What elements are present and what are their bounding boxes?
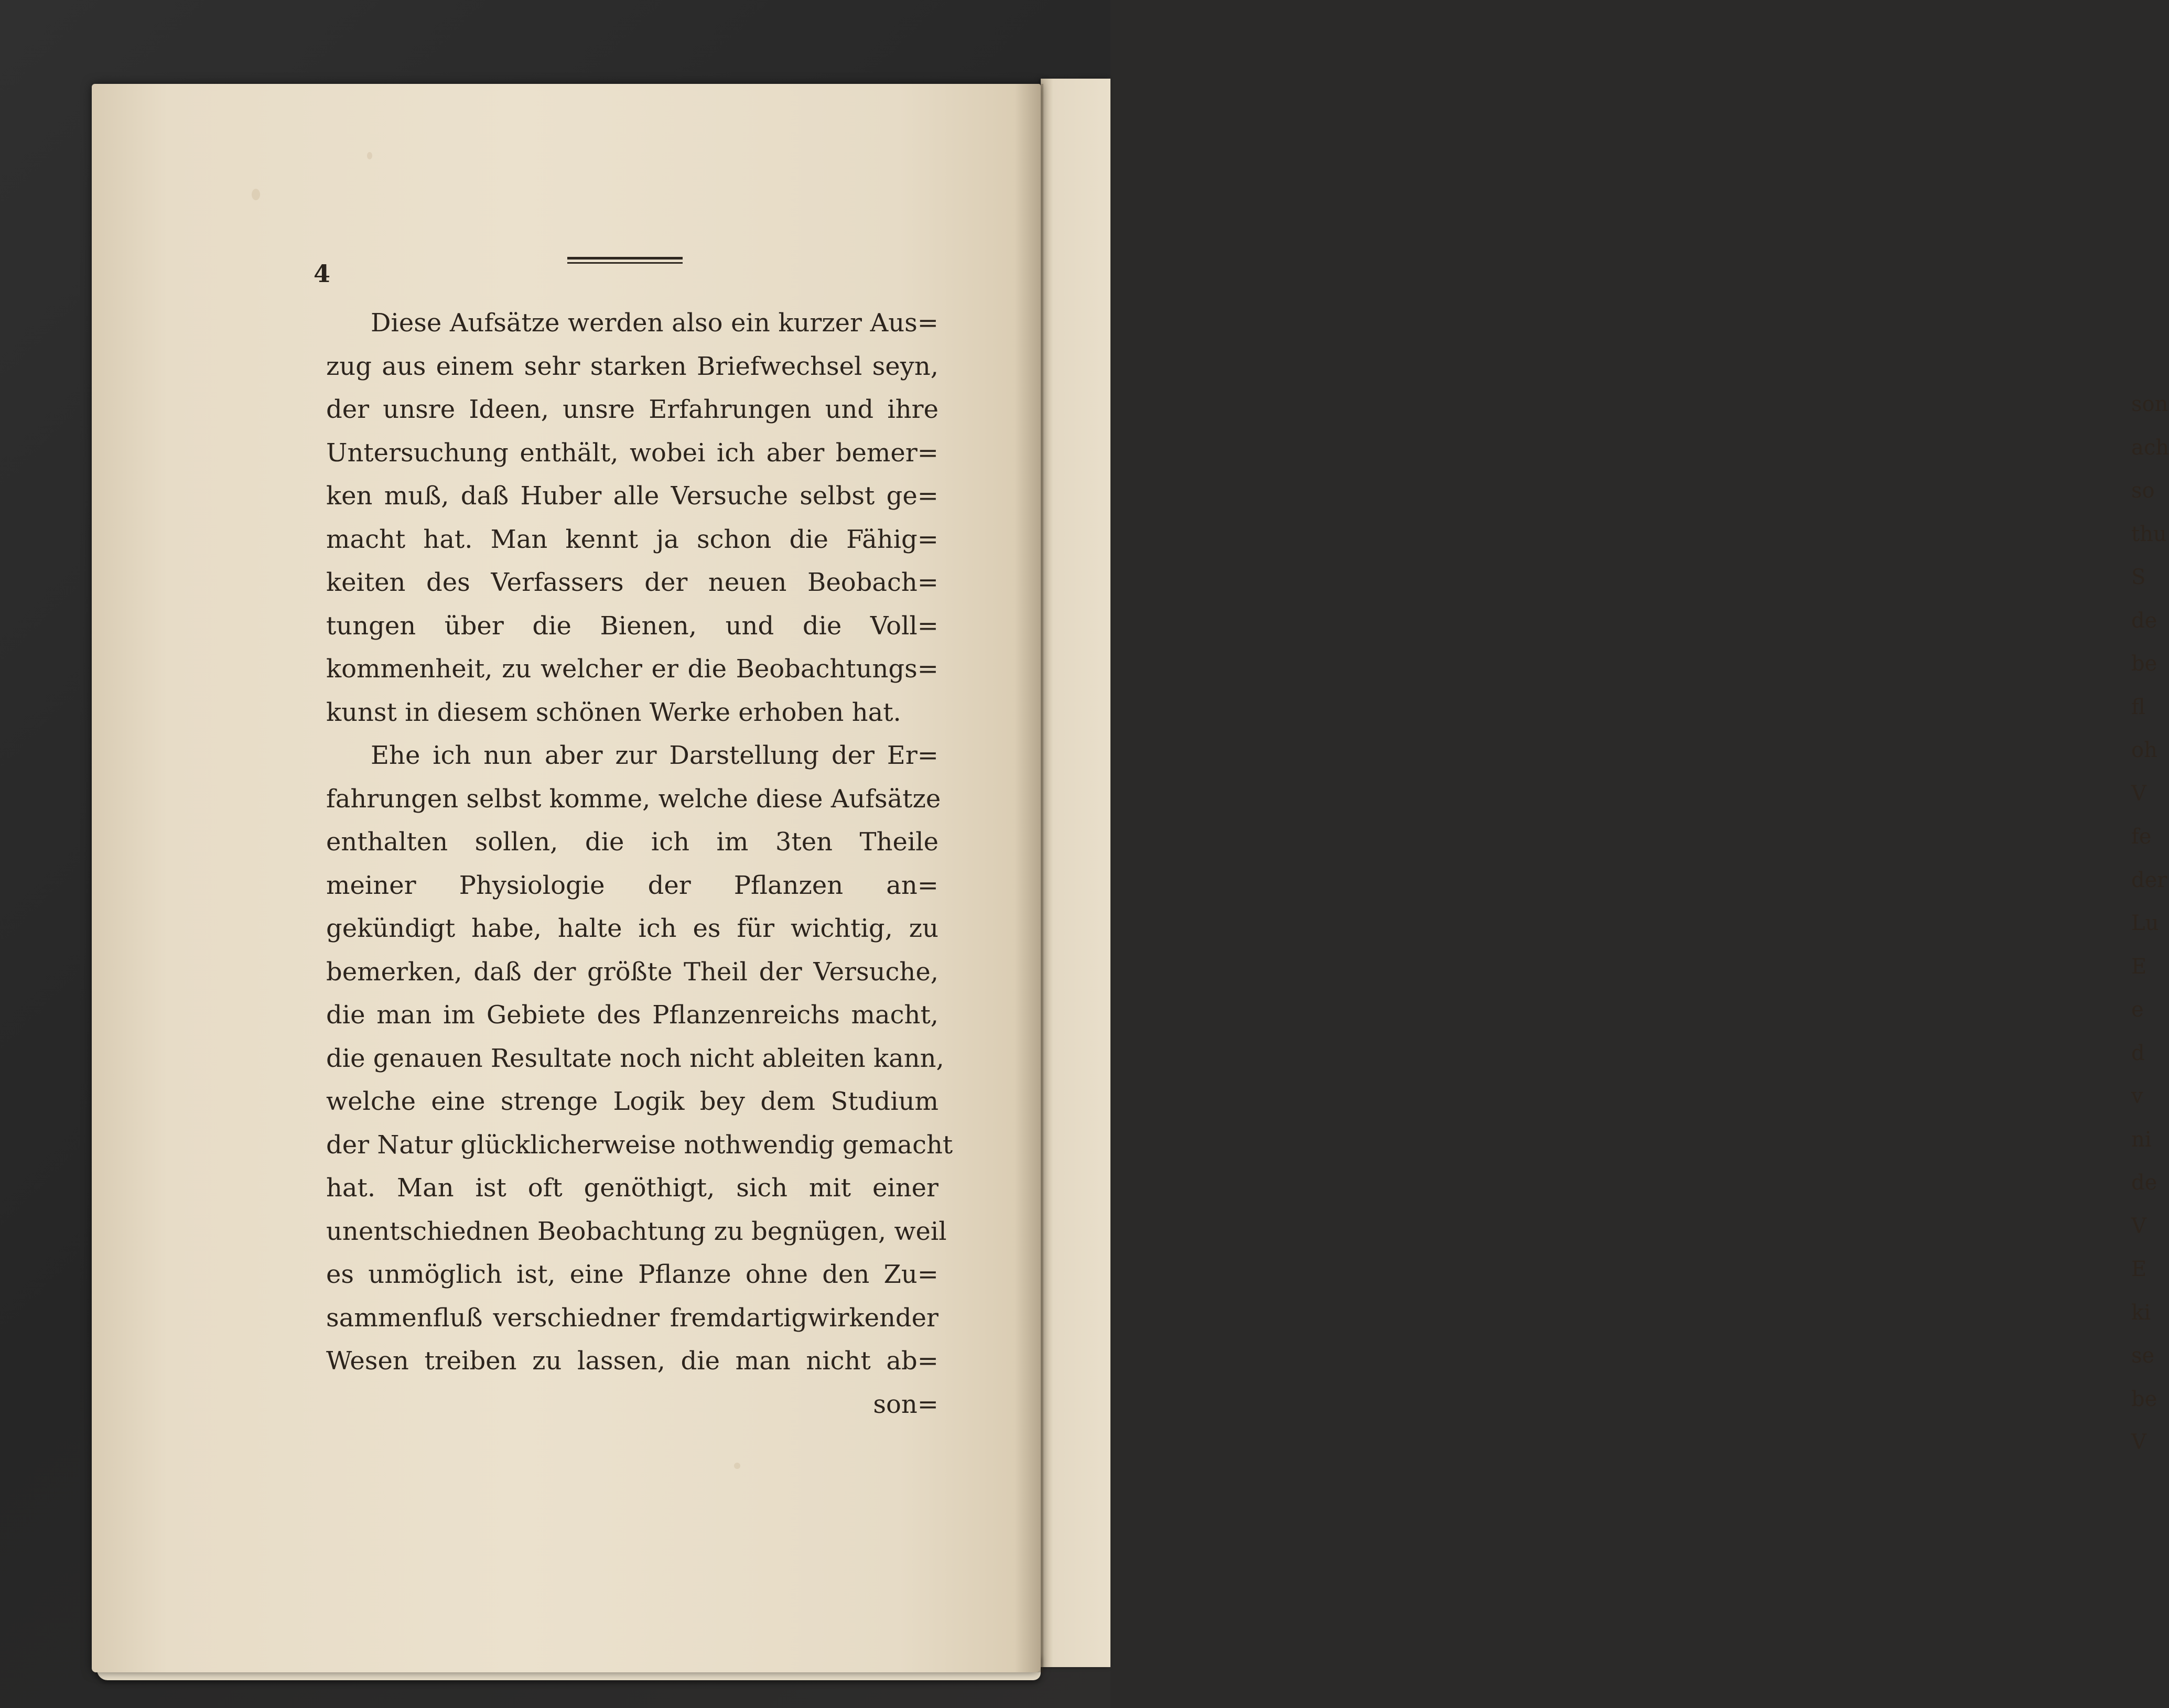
text-line: sammenfluß verschiedner fremdartigwirkender: [326, 1303, 938, 1333]
facing-page-fragment: ni: [2131, 1127, 2152, 1152]
text-line: unentschiednen Beobachtung zu begnügen, weil: [326, 1216, 947, 1246]
facing-page-fragment: v: [2131, 1084, 2143, 1108]
text-line: macht hat. Man kennt ja schon die Fähig=: [326, 524, 938, 554]
text-line: der unsre Ideen, unsre Erfahrungen und ihre: [326, 395, 938, 424]
facing-page-fragment: der: [2131, 868, 2167, 892]
text-line: keiten des Verfassers der neuen Beobach=: [326, 568, 938, 597]
facing-page-fragment: E: [2131, 1257, 2147, 1281]
facing-page-edge: [1041, 79, 2169, 1667]
header-rule-thick: [567, 257, 683, 260]
text-line: bemerken, daß der größte Theil der Versuche,: [326, 957, 938, 987]
header-rule: [567, 257, 683, 267]
text-line: ken muß, daß Huber alle Versuche selbst ge=: [326, 481, 938, 511]
text-line: gekündigt habe, halte ich es für wichtig, zu: [326, 914, 938, 943]
paper-stain: [367, 152, 372, 159]
text-line: Wesen treiben zu lassen, die man nicht ab=: [326, 1346, 938, 1376]
facing-page-fragment: be: [2131, 652, 2157, 676]
text-line: der Natur glücklicherweise nothwendig gemacht: [326, 1130, 953, 1160]
facing-page-fragment: de: [2131, 1171, 2157, 1195]
facing-page-fragment: V: [2131, 781, 2146, 806]
text-line: hat. Man ist oft genöthigt, sich mit einer: [326, 1173, 938, 1203]
text-line: Diese Aufsätze werden also ein kurzer Aus=: [371, 308, 938, 338]
facing-page-fragment: fe: [2131, 825, 2152, 849]
facing-page-fragment: V: [2131, 1214, 2146, 1238]
paper-stain: [252, 189, 260, 200]
text-line: Ehe ich nun aber zur Darstellung der Er=: [371, 741, 938, 770]
facing-page-fragment: ki: [2131, 1300, 2151, 1325]
facing-page-fragment: so: [2131, 479, 2155, 503]
facing-page-fragment: ach: [2131, 435, 2169, 460]
facing-page-fragment: oh: [2131, 738, 2157, 762]
text-line: Untersuchung enthält, wobei ich aber bemer=: [326, 438, 938, 468]
text-line: welche eine strenge Logik bey dem Studium: [326, 1087, 938, 1116]
text-line: kunst in diesem schönen Werke erhoben hat.: [326, 697, 901, 727]
facing-page-fragment: E: [2131, 954, 2147, 979]
body-text: [326, 301, 953, 1426]
facing-page-fragment: son: [2131, 392, 2168, 416]
header-rule-thin: [567, 262, 683, 264]
facing-page-fragment: be: [2131, 1387, 2157, 1411]
facing-page-fragment: fl: [2131, 695, 2145, 719]
paper-stain: [734, 1463, 740, 1469]
text-line: tungen über die Bienen, und die Voll=: [326, 611, 938, 641]
facing-page-fragment: de: [2131, 608, 2157, 633]
page-number: 4: [314, 260, 331, 288]
text-line: die man im Gebiete des Pflanzenreichs macht,: [326, 1000, 938, 1030]
gutter-shadow: [1015, 84, 1043, 1672]
facing-page-fragment: d: [2131, 1041, 2145, 1065]
facing-page-fragment: S: [2131, 565, 2146, 589]
text-line: enthalten sollen, die ich im 3ten Theile: [326, 827, 938, 857]
text-line: fahrungen selbst komme, welche diese Aufsätze: [326, 784, 941, 814]
facing-page-fragment: se: [2131, 1344, 2155, 1368]
facing-page-text: [2131, 383, 2169, 1464]
text-line: es unmöglich ist, eine Pflanze ohne den Zu=: [326, 1260, 938, 1289]
facing-page-fragment: e: [2131, 998, 2144, 1022]
text-line: meiner Physiologie der Pflanzen an=: [326, 870, 938, 900]
facing-page-fragment: V: [2131, 1430, 2146, 1454]
facing-page-fragment: thu: [2131, 522, 2167, 546]
text-line: zug aus einem sehr starken Briefwechsel seyn,: [326, 351, 938, 381]
catchword: son=: [873, 1389, 938, 1419]
text-line: kommenheit, zu welcher er die Beobachtungs=: [326, 654, 938, 684]
text-line: die genauen Resultate noch nicht ableiten kann,: [326, 1043, 944, 1073]
facing-page-fragment: Lu: [2131, 911, 2159, 935]
